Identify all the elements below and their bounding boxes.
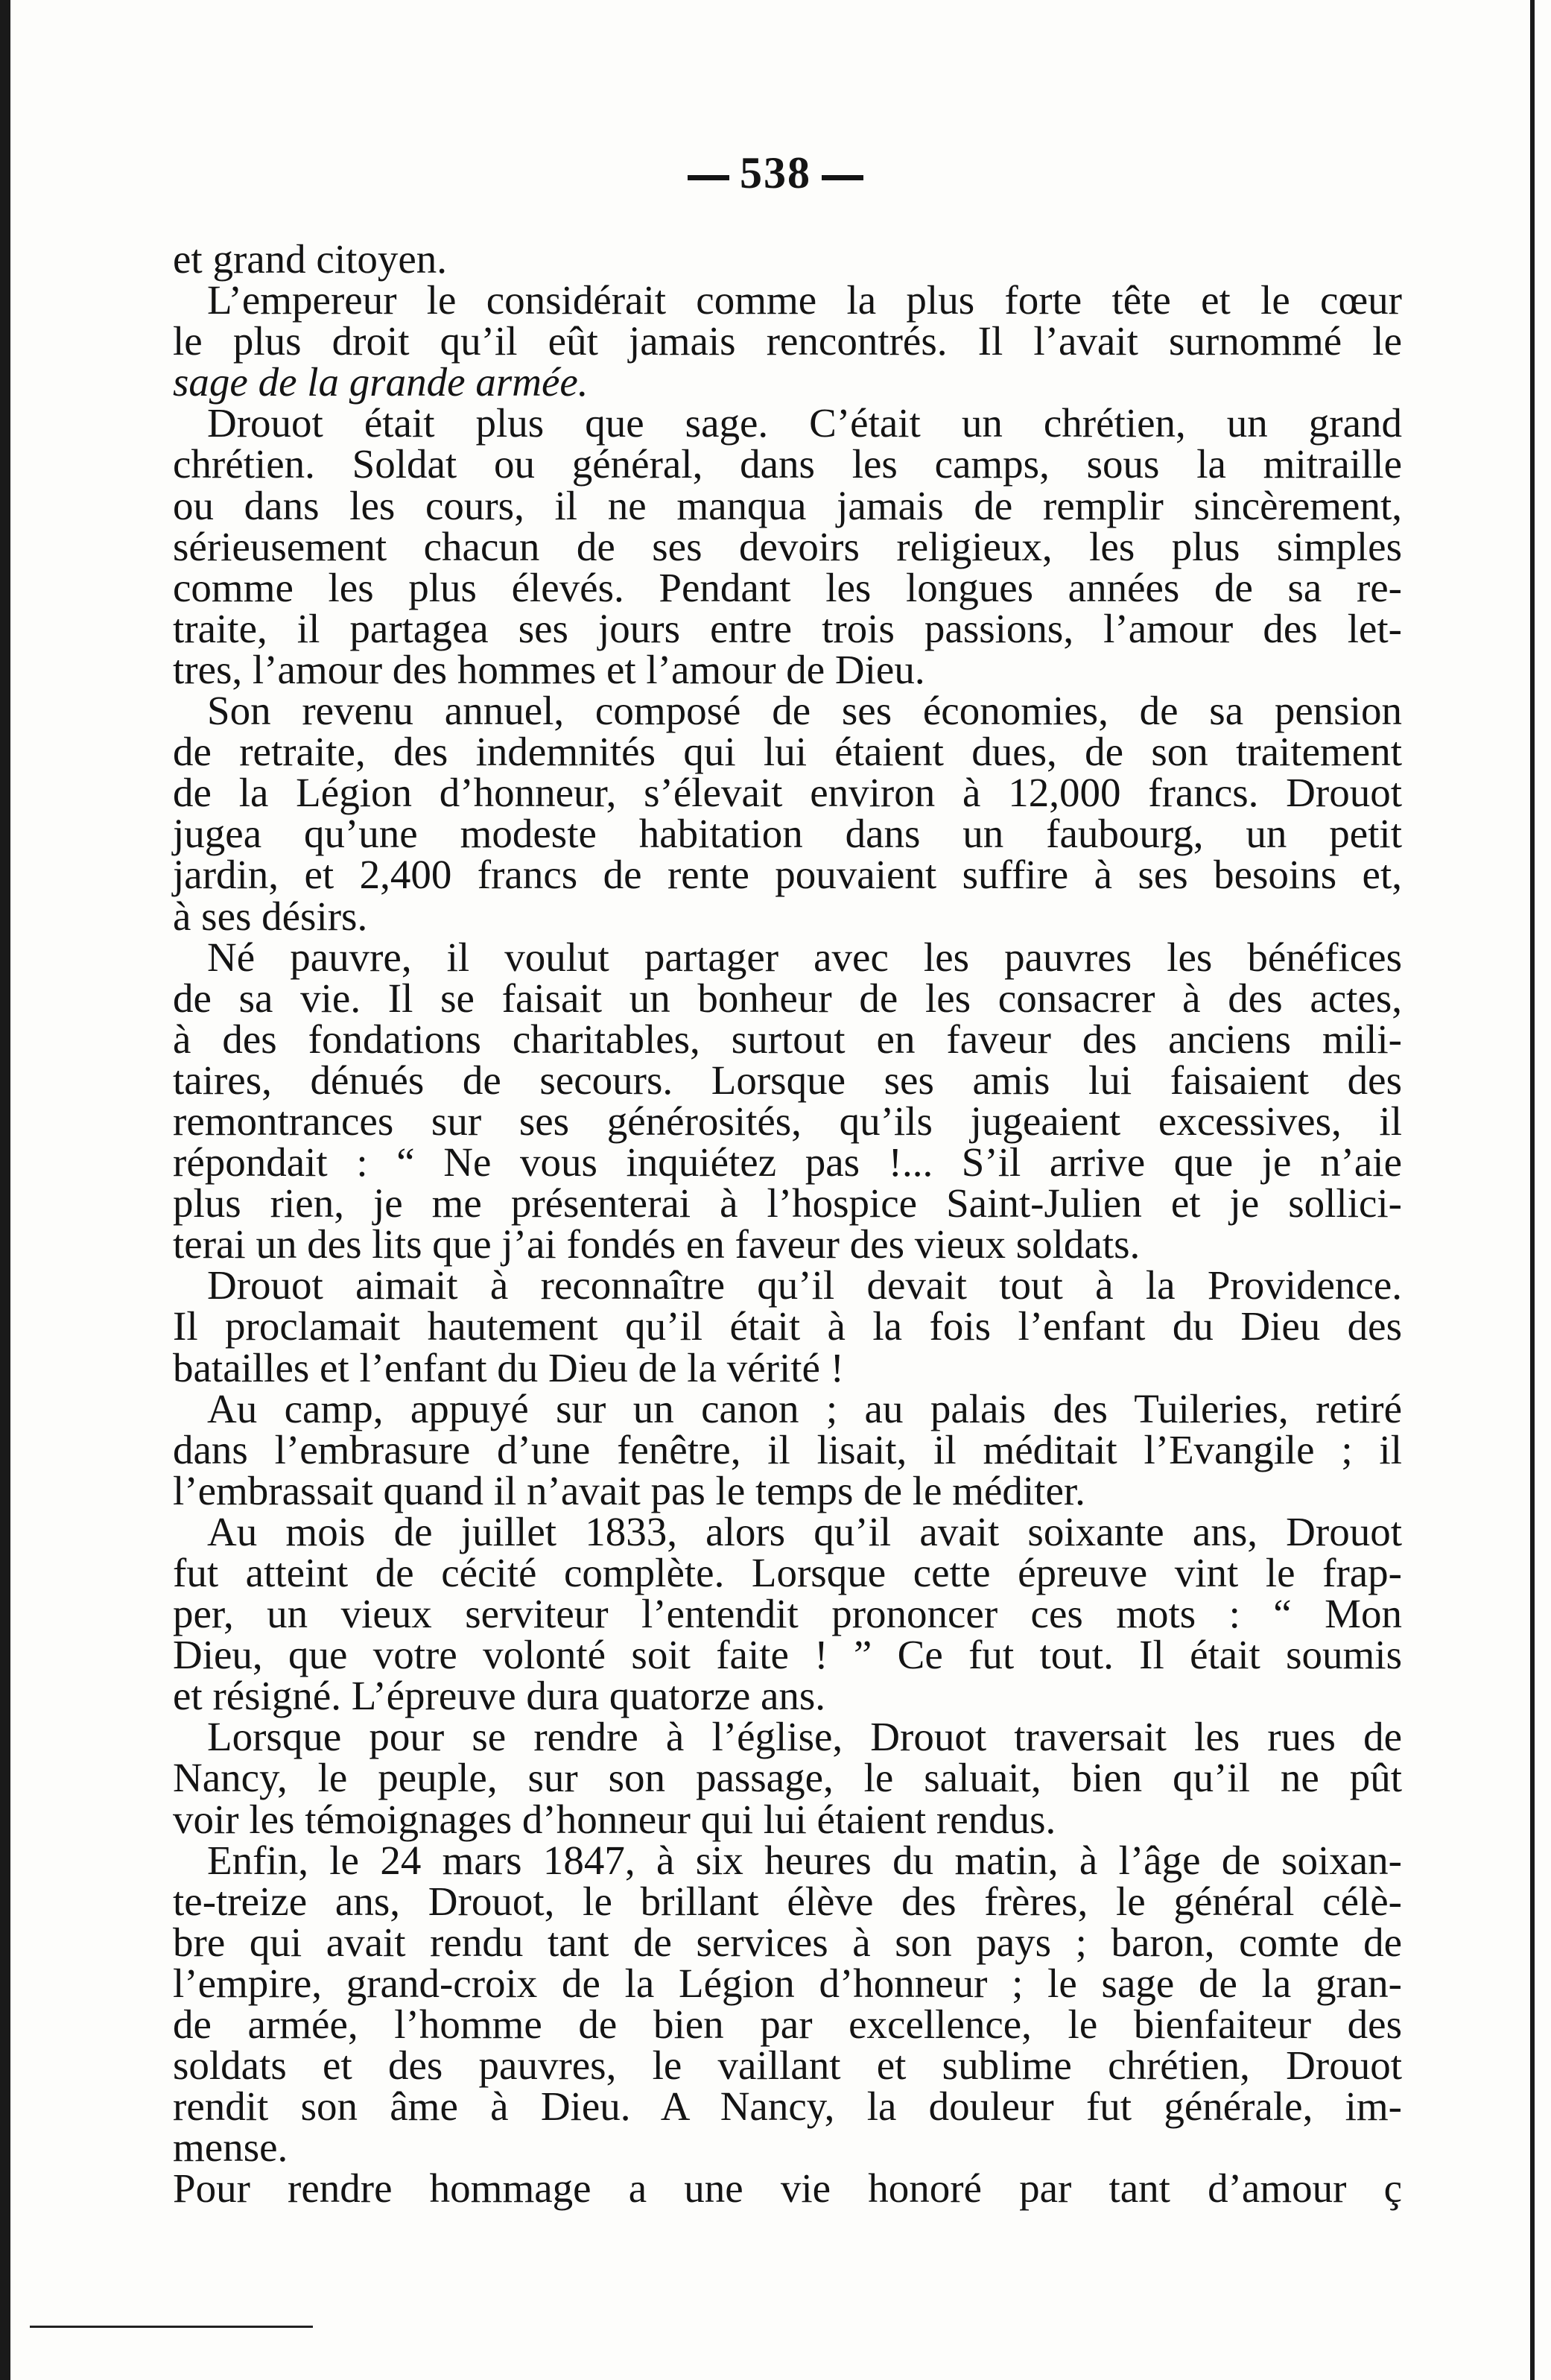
text-line bbox=[173, 975, 1402, 1021]
text-line-content: Drouot était plus que sage. C’était un chrétien, un grand bbox=[207, 400, 1402, 446]
text-line-content: Au mois de juillet 1833, alors qu’il avait soixante ans, Drouot bbox=[207, 1508, 1402, 1554]
text-line-content: jardin, et 2,400 francs de rente pouvaient suffire à ses besoins et, bbox=[173, 852, 1402, 898]
text-line bbox=[173, 1180, 1402, 1227]
text-line bbox=[173, 1344, 1402, 1390]
text-line bbox=[173, 2165, 1402, 2212]
text-line-content: fut atteint de cécité complète. Lorsque cette épreuve vint le frap- bbox=[173, 1550, 1402, 1595]
text-line bbox=[173, 277, 1402, 323]
text-line bbox=[173, 770, 1402, 816]
text-line bbox=[173, 1057, 1402, 1103]
text-line bbox=[173, 1673, 1402, 1719]
text-line-content: bre qui avait rendu tant de services à son pays ; baron, comte de bbox=[173, 1919, 1402, 1965]
text-line-content: Enfin, le 24 mars 1847, à six heures du matin, à l’âge de soixan- bbox=[207, 1837, 1402, 1883]
bottom-rule bbox=[30, 2326, 313, 2328]
text-line bbox=[173, 1632, 1402, 1678]
text-line bbox=[173, 1591, 1402, 1637]
text-line-content: le plus droit qu’il eût jamais rencontrés. Il l’avait surnommé le bbox=[173, 318, 1402, 364]
text-line bbox=[173, 359, 1402, 405]
text-line bbox=[173, 564, 1402, 610]
text-line-content: Drouot aimait à reconnaître qu’il devait tout à la Providence. bbox=[207, 1262, 1402, 1308]
text-line-content: L’empereur le considérait comme la plus forte tête et le cœur bbox=[207, 277, 1402, 323]
text-line-content: à ses désirs. bbox=[173, 893, 368, 939]
text-line-content: tres, l’amour des hommes et l’amour de Dieu. bbox=[173, 646, 925, 692]
text-line bbox=[173, 1714, 1402, 1760]
text-line-content: Nancy, le peuple, sur son passage, le saluait, bien qu’il ne pût bbox=[173, 1755, 1402, 1801]
text-line bbox=[173, 2001, 1402, 2048]
text-line-content: Né pauvre, il voulut partager avec les pauvres les bénéfices bbox=[207, 934, 1402, 980]
text-line bbox=[173, 811, 1402, 857]
text-line-content: dans l’embrasure d’une fenêtre, il lisait, il méditait l’Evangile ; il bbox=[173, 1426, 1402, 1472]
text-line-content: soldats et des pauvres, le vaillant et sublime chrétien, Drouot bbox=[173, 2042, 1402, 2089]
text-line bbox=[173, 1508, 1402, 1554]
text-line-content: répondait : “ Ne vous inquiétez pas !... S’il arrive que je n’aie bbox=[173, 1139, 1402, 1186]
text-line-content: sérieusement chacun de ses devoirs religieux, les plus simples bbox=[173, 523, 1402, 569]
text-line-content: l’empire, grand-croix de la Légion d’honneur ; le sage de la gran- bbox=[173, 1960, 1402, 2006]
text-line bbox=[173, 688, 1402, 734]
text-line-content: ou dans les cours, il ne manqua jamais de remplir sincèrement, bbox=[173, 482, 1402, 528]
text-line-content: à des fondations charitables, surtout en faveur des anciens mili- bbox=[173, 1016, 1402, 1062]
text-line bbox=[173, 1426, 1402, 1472]
text-line-content: Pour rendre hommage a une vie honoré par tant d’amour ç bbox=[173, 2165, 1402, 2212]
scan-right-edge bbox=[1530, 0, 1535, 2380]
text-line bbox=[173, 893, 1402, 939]
text-line bbox=[173, 1552, 1402, 1593]
text-line-content: rendit son âme à Dieu. A Nancy, la douleur fut générale, im- bbox=[173, 2083, 1402, 2130]
page-number-dash-right bbox=[822, 175, 863, 180]
text-line bbox=[173, 318, 1402, 364]
text-line-content: de retraite, des indemnités qui lui étaient dues, de son traitement bbox=[173, 729, 1402, 775]
text-line bbox=[173, 482, 1402, 528]
text-line-content: de armée, l’homme de bien par excellence, le bienfaiteur des bbox=[173, 2001, 1402, 2048]
text-line-content: traite, il partagea ses jours entre trois passions, l’amour des let- bbox=[173, 605, 1402, 651]
text-line bbox=[173, 934, 1402, 980]
text-line bbox=[173, 400, 1402, 446]
text-line-content: Au camp, appuyé sur un canon ; au palais des Tuileries, retiré bbox=[207, 1385, 1402, 1431]
text-line bbox=[173, 523, 1402, 569]
text-line bbox=[173, 1837, 1402, 1883]
text-line bbox=[173, 1919, 1402, 1965]
text-line bbox=[173, 1385, 1402, 1431]
text-line bbox=[173, 605, 1402, 651]
text-line-content: Dieu, que votre volonté soit faite ! ” Ce fut tout. Il était soumis bbox=[173, 1632, 1402, 1678]
text-line-content: jugea qu’une modeste habitation dans un faubourg, un petit bbox=[173, 811, 1402, 857]
scan-binding-edge bbox=[0, 0, 10, 2380]
text-line-content: sage de la grande armée. bbox=[173, 359, 589, 405]
text-line-content: batailles et l’enfant du Dieu de la vérité ! bbox=[173, 1344, 845, 1390]
text-line-content: Il proclamait hautement qu’il était à la fois l’enfant du Dieu des bbox=[173, 1303, 1402, 1349]
text-line bbox=[173, 2042, 1402, 2089]
text-line bbox=[173, 1878, 1402, 1924]
text-line-content: et grand citoyen. bbox=[173, 236, 448, 282]
text-line-content: taires, dénués de secours. Lorsque ses amis lui faisaient des bbox=[173, 1057, 1402, 1103]
text-line-content: de la Légion d’honneur, s’élevait environ à 12,000 francs. Drouot bbox=[173, 770, 1402, 816]
text-line-content: per, un vieux serviteur l’entendit prononcer ces mots : “ Mon bbox=[173, 1591, 1402, 1637]
text-line bbox=[173, 1262, 1402, 1308]
text-line bbox=[173, 646, 1402, 692]
text-line-content: remontrances sur ses générosités, qu’ils jugeaient excessives, il bbox=[173, 1098, 1402, 1144]
text-line bbox=[173, 236, 1402, 282]
text-line-content: l’embrassait quand il n’avait pas le temps de le méditer. bbox=[173, 1467, 1085, 1513]
text-line-content: comme les plus élevés. Pendant les longues années de sa re- bbox=[173, 564, 1402, 610]
text-line bbox=[173, 1796, 1402, 1842]
page-number-value: 538 bbox=[740, 148, 811, 197]
page-number bbox=[0, 148, 1551, 199]
text-line bbox=[173, 1303, 1402, 1349]
text-line-content: mense. bbox=[173, 2124, 288, 2171]
text-line bbox=[173, 1467, 1402, 1513]
text-line-content: et résigné. L’épreuve dura quatorze ans. bbox=[173, 1673, 826, 1719]
text-line bbox=[173, 1139, 1402, 1186]
text-line bbox=[173, 1755, 1402, 1801]
text-line-content: te-treize ans, Drouot, le brillant élève des frères, le général célè- bbox=[173, 1878, 1402, 1924]
text-line-content: Son revenu annuel, composé de ses économies, de sa pension bbox=[207, 688, 1402, 734]
text-line bbox=[173, 1960, 1402, 2006]
text-line-content: terai un des lits que j’ai fondés en faveur des vieux soldats. bbox=[173, 1221, 1141, 1267]
text-line bbox=[173, 1016, 1402, 1062]
text-line bbox=[173, 2083, 1402, 2130]
text-line bbox=[173, 852, 1402, 898]
text-line-content: chrétien. Soldat ou général, dans les camps, sous la mitraille bbox=[173, 441, 1402, 487]
page-number-dash-left bbox=[688, 175, 729, 180]
text-line-content: Lorsque pour se rendre à l’église, Drouot traversait les rues de bbox=[207, 1714, 1402, 1760]
text-line bbox=[173, 1098, 1402, 1144]
body-text bbox=[173, 236, 1402, 2212]
text-line-content: de sa vie. Il se faisait un bonheur de les consacrer à des actes, bbox=[173, 975, 1402, 1021]
text-line bbox=[173, 1221, 1402, 1267]
text-line bbox=[173, 2124, 1402, 2171]
text-line-content: voir les témoignages d’honneur qui lui étaient rendus. bbox=[173, 1796, 1056, 1842]
text-line-content: plus rien, je me présenterai à l’hospice Saint-Julien et je sollici- bbox=[173, 1180, 1402, 1227]
text-line bbox=[173, 729, 1402, 775]
text-line bbox=[173, 441, 1402, 487]
